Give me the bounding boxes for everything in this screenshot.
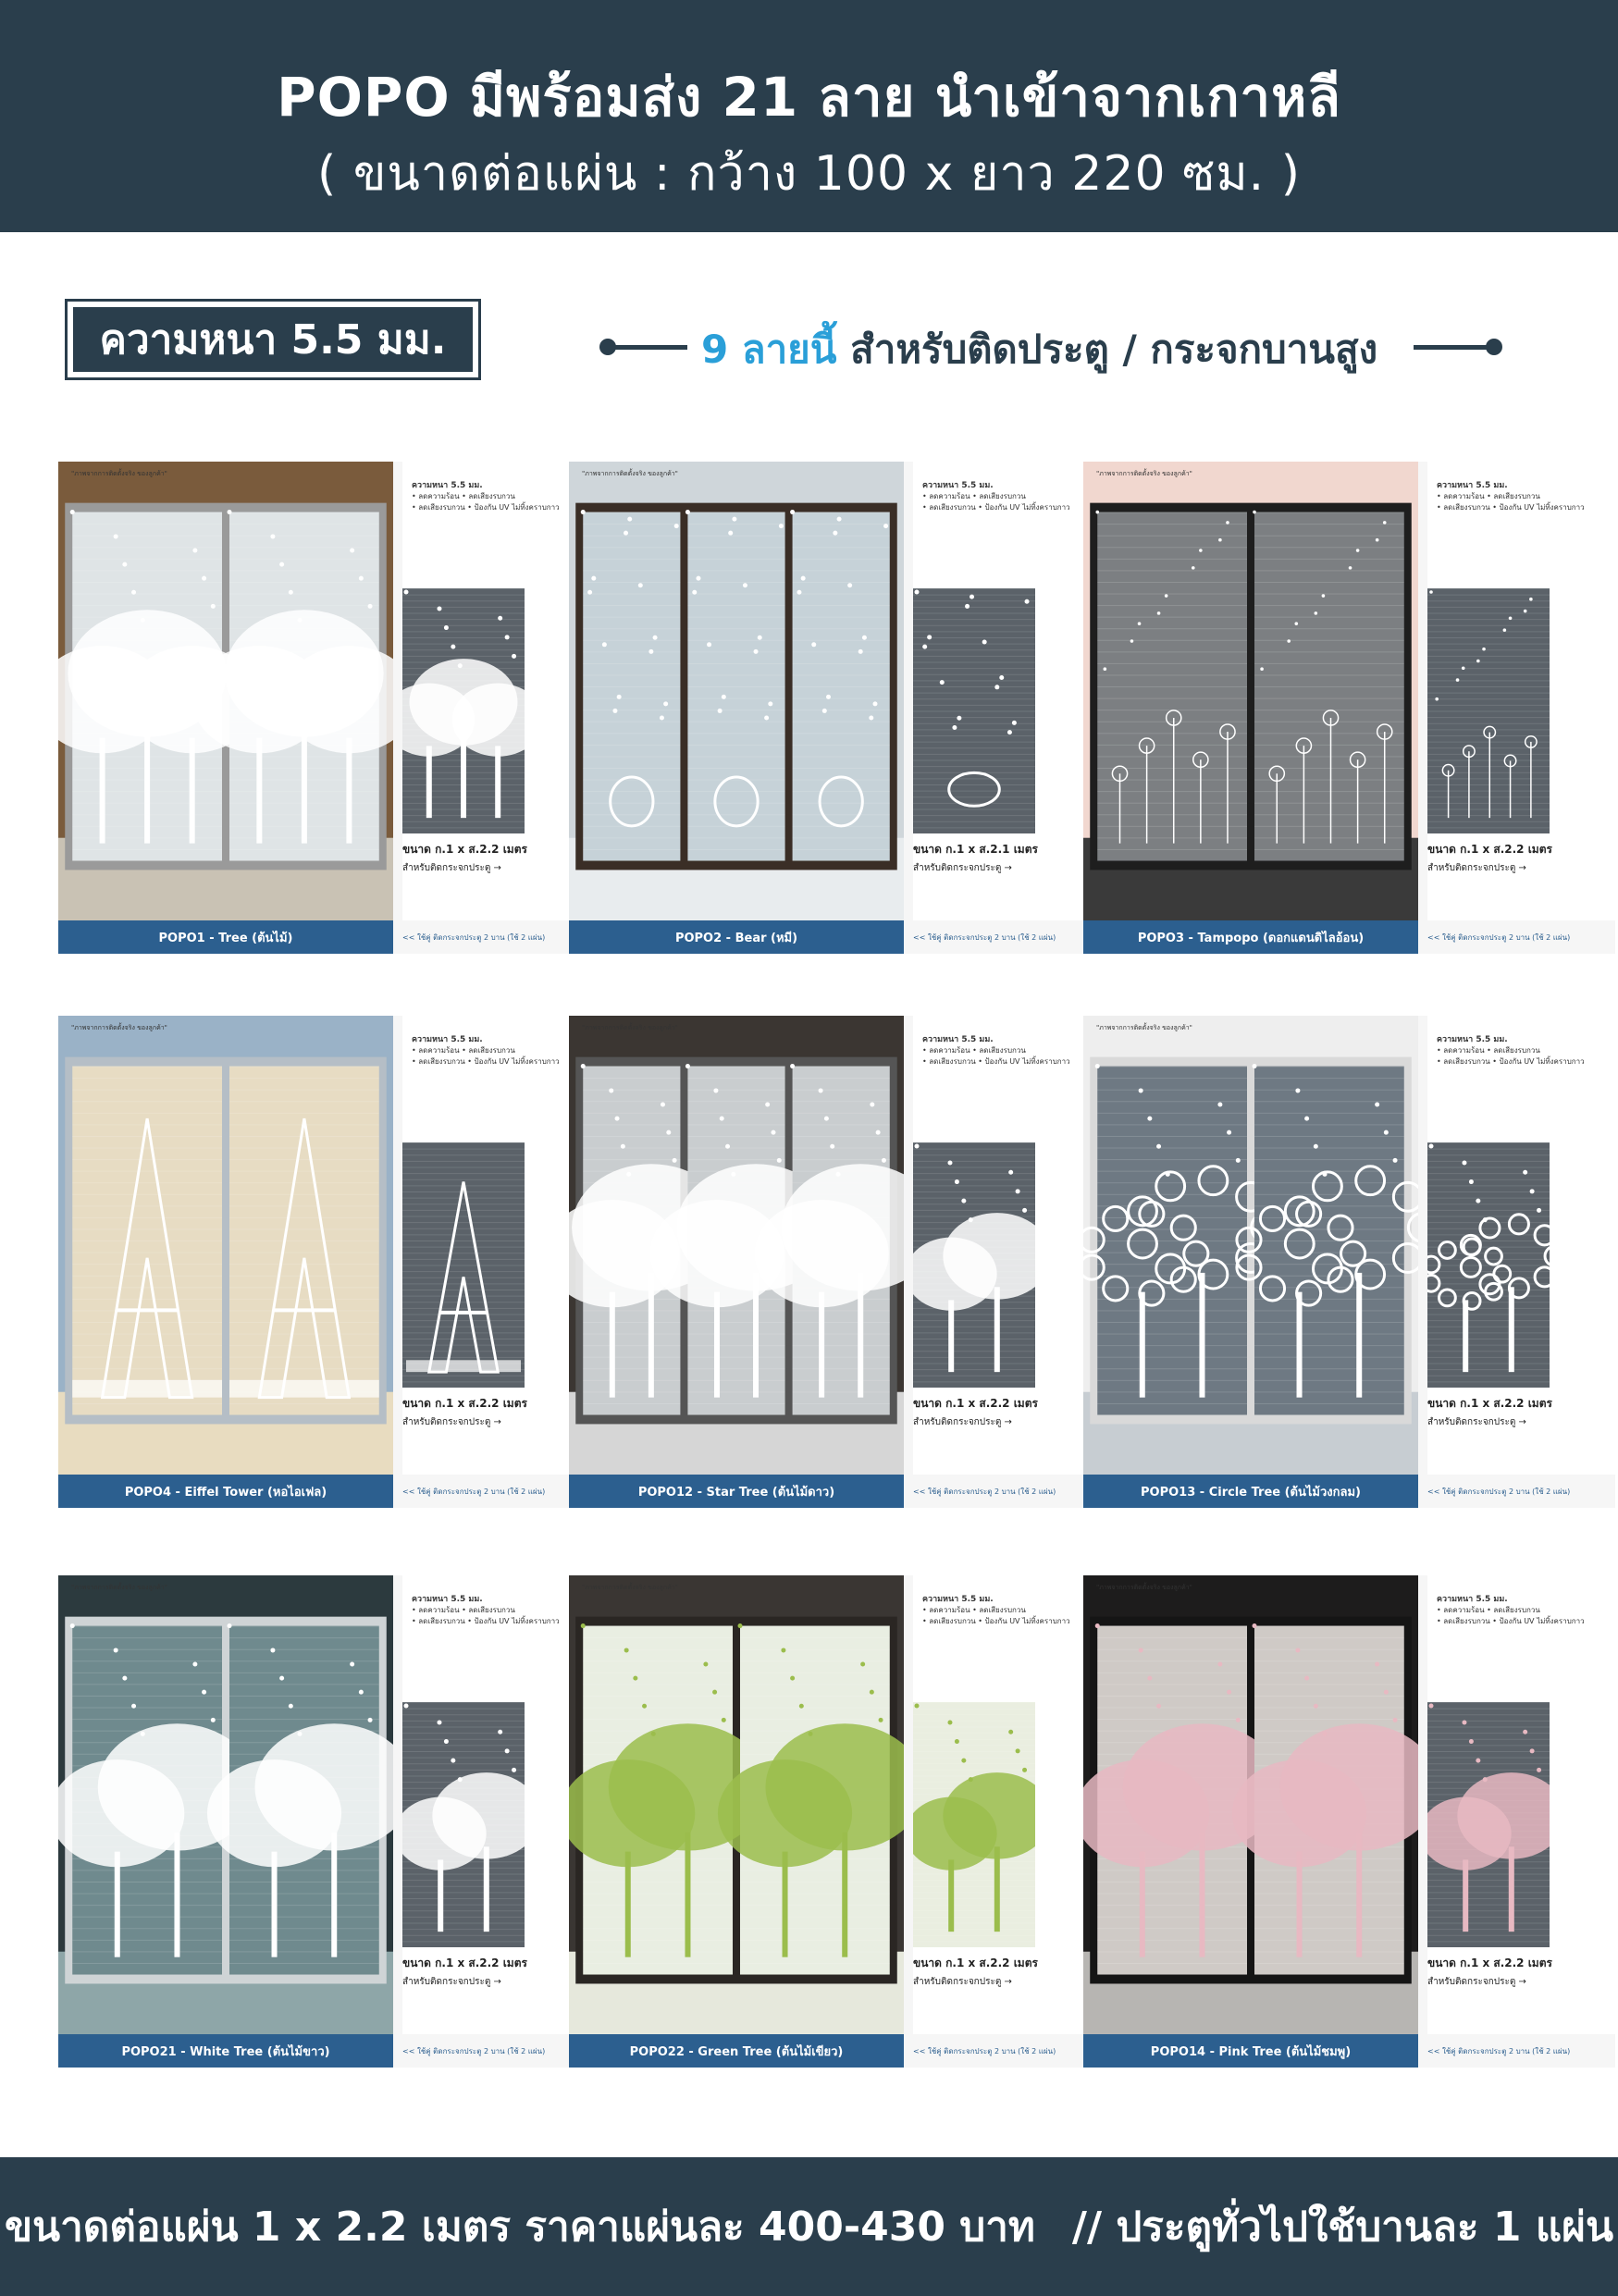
footer-door-note: // ประตูทั่วไปใช้บานละ 1 แผ่น	[1071, 2203, 1614, 2251]
spec-list	[1437, 1594, 1603, 1627]
spec-line-1: • ลดความร้อน • ลดเสียงรบกวน	[412, 492, 515, 500]
spec-line-1: • ลดความร้อน • ลดเสียงรบกวน	[1437, 492, 1540, 500]
product-sheet	[1427, 462, 1615, 920]
film-sample-photo	[402, 1142, 525, 1388]
product-caption: POPO2 - Bear (หมี)	[569, 920, 904, 954]
pair-note: << ใช้คู่ ติดกระจกประตู 2 บาน (ใช้ 2 แผ่น)	[402, 2046, 546, 2055]
install-photo	[1083, 462, 1418, 920]
spec-list	[1437, 480, 1603, 513]
spec-line-1: • ลดความร้อน • ลดเสียงรบกวน	[922, 1606, 1026, 1614]
spec-title: ความหนา 5.5 มม.	[1437, 1595, 1508, 1604]
use-label: สำหรับติดกระจกประตู →	[913, 1977, 1012, 1987]
install-photo	[569, 1575, 904, 2034]
pair-note: << ใช้คู่ ติดกระจกประตู 2 บาน (ใช้ 2 แผ่น)	[913, 2046, 1056, 2055]
size-label: ขนาด ก.1 x ส.2.2 เมตร	[1427, 843, 1552, 856]
install-photo	[1083, 1575, 1418, 2034]
photo-note: "ภาพจากการติดตั้งจริง ของลูกค้า"	[582, 470, 678, 477]
spec-title: ความหนา 5.5 มม.	[1437, 1035, 1508, 1044]
spec-list	[412, 1034, 578, 1068]
spec-line-1: • ลดความร้อน • ลดเสียงรบกวน	[922, 1046, 1026, 1055]
use-label: สำหรับติดกระจกประตู →	[1427, 1977, 1526, 1987]
install-photo	[1083, 1016, 1418, 1475]
photo-note: "ภาพจากการติดตั้งจริง ของลูกค้า"	[71, 1584, 167, 1591]
thickness-label: ความหนา 5.5 มม.	[73, 307, 473, 372]
product-caption: POPO22 - Green Tree (ต้นไม้เขียว)	[569, 2034, 904, 2068]
spec-list	[922, 480, 1089, 513]
photo-note: "ภาพจากการติดตั้งจริง ของลูกค้า"	[71, 1024, 167, 1031]
pair-note: << ใช้คู่ ติดกระจกประตู 2 บาน (ใช้ 2 แผ่น)	[913, 1487, 1056, 1496]
film-sample-photo	[913, 588, 1035, 833]
spec-title: ความหนา 5.5 มม.	[412, 481, 483, 490]
install-photo	[569, 462, 904, 920]
product-caption: POPO4 - Eiffel Tower (หอไอเฟล)	[58, 1475, 393, 1508]
pair-note: << ใช้คู่ ติดกระจกประตู 2 บาน (ใช้ 2 แผ่น)	[402, 1487, 546, 1496]
product-caption: POPO1 - Tree (ต้นไม้)	[58, 920, 393, 954]
spec-title: ความหนา 5.5 มม.	[922, 1035, 994, 1044]
film-sample-photo	[402, 1702, 525, 1947]
use-label: สำหรับติดกระจกประตู →	[402, 1977, 501, 1987]
spec-line-2: • ลดเสียงรบกวน • ป้องกัน UV ไม่ทิ้งคราบกาว	[922, 503, 1070, 512]
spec-line-2: • ลดเสียงรบกวน • ป้องกัน UV ไม่ทิ้งคราบกาว	[412, 503, 560, 512]
pair-note: << ใช้คู่ ติดกระจกประตู 2 บาน (ใช้ 2 แผ่น)	[1427, 932, 1571, 942]
spec-line-2: • ลดเสียงรบกวน • ป้องกัน UV ไม่ทิ้งคราบกาว	[412, 1617, 560, 1625]
spec-list	[922, 1594, 1089, 1627]
spec-line-2: • ลดเสียงรบกวน • ป้องกัน UV ไม่ทิ้งคราบกาว	[412, 1057, 560, 1066]
photo-note: "ภาพจากการติดตั้งจริง ของลูกค้า"	[71, 470, 167, 477]
size-label: ขนาด ก.1 x ส.2.2 เมตร	[402, 1957, 527, 1969]
product-card	[1083, 1016, 1615, 1508]
film-sample-photo	[402, 588, 525, 833]
tagline-line-left	[609, 345, 687, 350]
spec-list	[412, 480, 578, 513]
product-caption: POPO13 - Circle Tree (ต้นไม้วงกลม)	[1083, 1475, 1418, 1508]
size-label: ขนาด ก.1 x ส.2.2 เมตร	[1427, 1957, 1552, 1969]
use-label: สำหรับติดกระจกประตู →	[913, 863, 1012, 873]
install-photo	[569, 1016, 904, 1475]
film-sample-photo	[1427, 1142, 1550, 1388]
photo-note: "ภาพจากการติดตั้งจริง ของลูกค้า"	[1096, 1584, 1192, 1591]
product-card	[58, 1575, 590, 2068]
install-photo	[58, 1016, 393, 1475]
spec-line-1: • ลดความร้อน • ลดเสียงรบกวน	[1437, 1606, 1540, 1614]
product-sheet	[402, 1016, 590, 1475]
pair-note: << ใช้คู่ ติดกระจกประตู 2 บาน (ใช้ 2 แผ่น)	[913, 932, 1056, 942]
tagline	[599, 319, 1525, 375]
product-sheet	[913, 1016, 1101, 1475]
spec-line-1: • ลดความร้อน • ลดเสียงรบกวน	[412, 1046, 515, 1055]
spec-list	[1437, 1034, 1603, 1068]
product-caption: POPO21 - White Tree (ต้นไม้ขาว)	[58, 2034, 393, 2068]
pair-note: << ใช้คู่ ติดกระจกประตู 2 บาน (ใช้ 2 แผ่น)	[1427, 1487, 1571, 1496]
product-sheet	[402, 462, 590, 920]
product-card	[569, 1016, 1101, 1508]
product-card	[1083, 462, 1615, 954]
spec-line-2: • ลดเสียงรบกวน • ป้องกัน UV ไม่ทิ้งคราบกาว	[1437, 1057, 1585, 1066]
product-card	[1083, 1575, 1615, 2068]
size-label: ขนาด ก.1 x ส.2.2 เมตร	[402, 843, 527, 856]
spec-line-2: • ลดเสียงรบกวน • ป้องกัน UV ไม่ทิ้งคราบกาว	[1437, 1617, 1585, 1625]
product-caption: POPO14 - Pink Tree (ต้นไม้ชมพู)	[1083, 2034, 1418, 2068]
product-caption: POPO12 - Star Tree (ต้นไม้ดาว)	[569, 1475, 904, 1508]
pair-note: << ใช้คู่ ติดกระจกประตู 2 บาน (ใช้ 2 แผ่น)	[402, 932, 546, 942]
product-sheet	[1427, 1575, 1615, 2034]
film-sample-photo	[1427, 588, 1550, 833]
film-sample-photo	[913, 1142, 1035, 1388]
spec-list	[412, 1594, 578, 1627]
footer-banner	[0, 2157, 1618, 2296]
install-photo	[58, 462, 393, 920]
use-label: สำหรับติดกระจกประตู →	[402, 863, 501, 873]
thickness-badge	[65, 299, 481, 380]
install-photo	[58, 1575, 393, 2034]
photo-note: "ภาพจากการติดตั้งจริง ของลูกค้า"	[582, 1584, 678, 1591]
product-sheet	[402, 1575, 590, 2034]
spec-line-2: • ลดเสียงรบกวน • ป้องกัน UV ไม่ทิ้งคราบกาว	[922, 1057, 1070, 1066]
spec-line-2: • ลดเสียงรบกวน • ป้องกัน UV ไม่ทิ้งคราบกาว	[1437, 503, 1585, 512]
spec-line-1: • ลดความร้อน • ลดเสียงรบกวน	[922, 492, 1026, 500]
photo-note: "ภาพจากการติดตั้งจริง ของลูกค้า"	[1096, 1024, 1192, 1031]
size-label: ขนาด ก.1 x ส.2.2 เมตร	[402, 1397, 527, 1410]
product-sheet	[1427, 1016, 1615, 1475]
tagline-line-right	[1414, 345, 1492, 350]
use-label: สำหรับติดกระจกประตู →	[402, 1417, 501, 1427]
spec-line-1: • ลดความร้อน • ลดเสียงรบกวน	[1437, 1046, 1540, 1055]
spec-title: ความหนา 5.5 มม.	[922, 1595, 994, 1604]
tagline-dot-right	[1486, 339, 1502, 355]
use-label: สำหรับติดกระจกประตู →	[1427, 863, 1526, 873]
photo-note: "ภาพจากการติดตั้งจริง ของลูกค้า"	[1096, 470, 1192, 477]
spec-title: ความหนา 5.5 มม.	[922, 481, 994, 490]
spec-line-2: • ลดเสียงรบกวน • ป้องกัน UV ไม่ทิ้งคราบกาว	[922, 1617, 1070, 1625]
product-sheet	[913, 1575, 1101, 2034]
product-card	[58, 462, 590, 954]
size-label: ขนาด ก.1 x ส.2.1 เมตร	[913, 843, 1038, 856]
size-label: ขนาด ก.1 x ส.2.2 เมตร	[913, 1397, 1038, 1410]
spec-title: ความหนา 5.5 มม.	[1437, 481, 1508, 490]
film-sample-photo	[913, 1702, 1035, 1947]
product-card	[569, 462, 1101, 954]
product-sheet	[913, 462, 1101, 920]
photo-note: "ภาพจากการติดตั้งจริง ของลูกค้า"	[582, 1024, 678, 1031]
spec-list	[922, 1034, 1089, 1068]
use-label: สำหรับติดกระจกประตู →	[1427, 1417, 1526, 1427]
spec-title: ความหนา 5.5 มม.	[412, 1595, 483, 1604]
pair-note: << ใช้คู่ ติดกระจกประตู 2 บาน (ใช้ 2 แผ่น)	[1427, 2046, 1571, 2055]
tagline-rest: สำหรับติดประตู / กระจกบานสูง	[836, 327, 1378, 372]
spec-line-1: • ลดความร้อน • ลดเสียงรบกวน	[412, 1606, 515, 1614]
header-subtitle: ( ขนาดต่อแผ่น : กว้าง 100 x ยาว 220 ซม. )	[317, 146, 1301, 202]
tagline-text	[701, 319, 1377, 380]
use-label: สำหรับติดกระจกประตู →	[913, 1417, 1012, 1427]
footer-price: ขนาดต่อแผ่น 1 x 2.2 เมตร ราคาแผ่นละ 400-430 บาท	[4, 2203, 1035, 2251]
spec-title: ความหนา 5.5 มม.	[412, 1035, 483, 1044]
product-card	[58, 1016, 590, 1508]
header-title: POPO มีพร้อมส่ง 21 ลาย นำเข้าจากเกาหลี	[277, 66, 1341, 129]
size-label: ขนาด ก.1 x ส.2.2 เมตร	[913, 1957, 1038, 1969]
size-label: ขนาด ก.1 x ส.2.2 เมตร	[1427, 1397, 1552, 1410]
film-sample-photo	[1427, 1702, 1550, 1947]
header-banner	[0, 0, 1618, 232]
tagline-count: 9 ลายนี้	[701, 327, 837, 372]
product-caption: POPO3 - Tampopo (ดอกแดนดิไลอ้อน)	[1083, 920, 1418, 954]
product-card	[569, 1575, 1101, 2068]
